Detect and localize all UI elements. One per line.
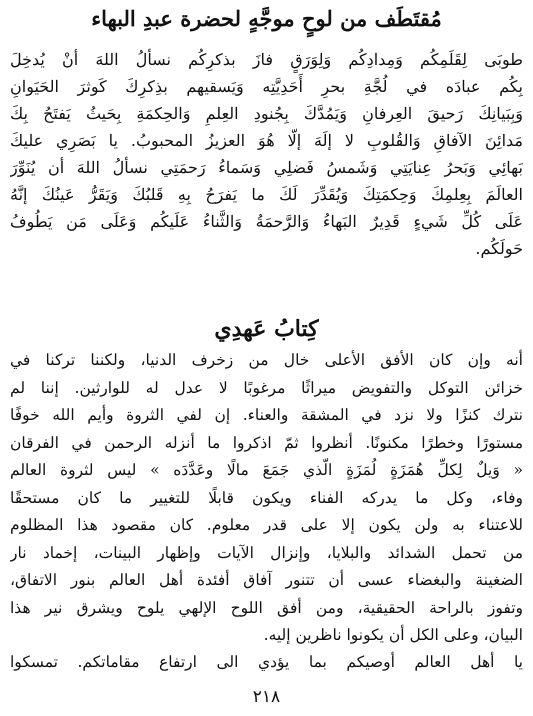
text-line: وفاء، وكل ما يدركه الفناء ويكون قابلًا للتغيير ما كان مستحقًا	[10, 488, 523, 507]
text-line: من تحمل الشدائد والبلايا، وإنزال الآيات وإظهار البينات، إخماد نار	[10, 543, 523, 562]
text-line: بَهائِي وَبَحرُ عِنايَتِي وَشَمسُ فَضلِي وَسَماءُ رَحمَتِي نسألُ اللهَ أن يُنَوِّرَ	[10, 158, 523, 177]
text-line: طوبَى لِقَلَمِكُم وَمِدادِكُم وَلِوَرَقٍ فازَ بذكرِكُم نسألُ اللهَ أنْ يُدخِلَ	[10, 50, 523, 69]
ahd-title: كِتابُ عَهدِي	[214, 316, 319, 342]
text-line: أنه وإن كان الأفق الأعلى خال من زخرف الدنيا، ولكننا تركنا في	[10, 351, 523, 369]
text-line: البيان، وعلى الكل أن يكونوا ناظرين إليه.	[263, 626, 523, 644]
tablet-paragraph	[10, 46, 523, 262]
text-line: « وَيلٌ لِكلِّ هُمَزَةٍ لُمَزَةٍ الّذي جَمَعَ مالًا وعَدَّدَه » ليس لثروة العالم	[10, 461, 523, 479]
ahd-paragraph	[10, 347, 523, 650]
text-line: مَدائِنَ الآفاقِ وَالقُلوبِ لا إلَهَ إلّا هُوَ العزيزُ المحبوبُ. يا بَصَرِي عليكَ	[10, 131, 523, 150]
tablet-title: مُقتَطَف من لوحٍ موجَّهٍ لحضرة عبدِ البهاء	[91, 6, 442, 31]
text-line: خزائن التوكل والتفويض ميراثًا مرغوبًا لا عدل له للوارثين. إننا لم	[10, 378, 523, 397]
text-line: نترك كنزًا ولا نزد في المشقة والعناء. إن لفي الثروة وأيم الله خوفًا	[10, 406, 523, 424]
text-line: للاعتناء به ولن يكون إلا على قدر معلوم. كان مقصود هذا المظلوم	[10, 516, 523, 534]
text-line: العالَمَ بِعِلمِكَ وَحِكمَتِكَ وَيُقَدِّرَ لَكَ ما يَفرَحُ بِهِ قَلبُكَ وَيَقَرُّ عَينُكَ إنَّهُ	[10, 185, 523, 204]
text-line: بِكُم عبادَه في لُجَّةِ بحرِ أَحَدِيَّتِه وَيَسقيهم بذِكرِكَ كَوثرَ الحَيَوانِ	[10, 77, 523, 96]
text-line: حَولَكُم.	[475, 239, 523, 258]
text-line: الضغينة والبغضاء عسى أن تتنور آفاق أفئدة أهل العالم بنور الاتفاق،	[10, 571, 523, 589]
page-number: ٢١٨	[252, 687, 281, 707]
text-line: وَبِبَيانِكَ رَحيقَ العِرفانِ وَيَمُدَّكَ بِجُنودِ العِلمِ وَالحِكمَةِ بِحَيثُ يَفتَحُ بِكَ	[10, 104, 523, 123]
text-line: مستورًا وخطرًا مكنونًا. أنظروا ثمّ اذكروا ما أنزله الرحمن في الفرقان	[10, 433, 523, 452]
closing-paragraph	[10, 648, 523, 676]
text-line: وتفوز بالراحة الحقيقية، ومن أفق اللوح الإلهي يلوح ويشرق نير هذا	[10, 598, 523, 617]
text-line: عَلَى كُلِّ شَيءٍ قَدِيرٌ البَهاءُ وَالرَّحمَةُ وَالثَّناءُ عَلَيكُم وَعَلَى مَن يَطُوفُ	[10, 212, 523, 231]
text-line: يا أهل العالم أوصيكم بما يؤدي الى ارتفاع مقاماتكم. تمسكوا	[10, 653, 523, 671]
